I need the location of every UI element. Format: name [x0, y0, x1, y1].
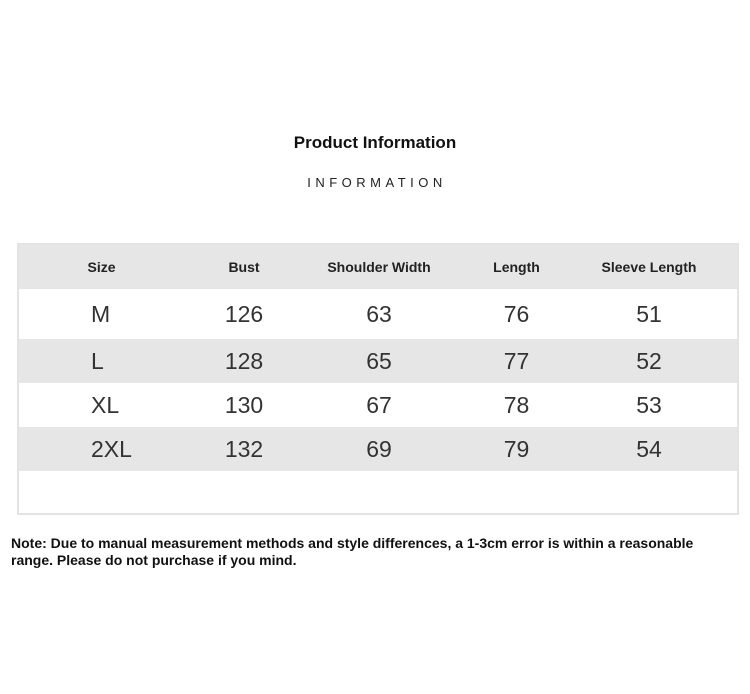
table-header-row — [19, 245, 737, 289]
header-bust: Bust — [228, 259, 260, 275]
cell-size: 2XL — [91, 435, 132, 462]
cell-bust: 130 — [224, 391, 264, 418]
cell-bust: 126 — [224, 300, 264, 327]
cell-sleeve-length: 51 — [636, 300, 662, 327]
cell-size: XL — [91, 391, 120, 418]
measurement-note: Note: Due to manual measurement methods and style differences, a 1-3cm error is within a reasonable range. Please do not purchase if you mind. — [11, 535, 694, 568]
header-sleeve-length: Sleeve Length — [601, 259, 697, 275]
table-row — [19, 339, 737, 383]
cell-shoulder-width: 63 — [366, 300, 392, 327]
cell-shoulder-width: 67 — [366, 391, 392, 418]
cell-bust: 132 — [224, 435, 264, 462]
header-shoulder-width: Shoulder Width — [327, 259, 431, 275]
cell-length: 76 — [503, 300, 530, 327]
cell-length: 79 — [503, 435, 530, 462]
page-subtitle: INFORMATION — [307, 175, 447, 190]
cell-sleeve-length: 54 — [636, 435, 662, 462]
header-length: Length — [493, 259, 540, 275]
size-table — [17, 243, 739, 515]
cell-shoulder-width: 65 — [366, 347, 392, 374]
header-size: Size — [87, 259, 116, 275]
cell-sleeve-length: 52 — [636, 347, 662, 374]
cell-length: 78 — [503, 391, 530, 418]
cell-length: 77 — [503, 347, 530, 374]
table-row — [19, 427, 737, 471]
cell-bust: 128 — [224, 347, 264, 374]
table-row — [19, 383, 737, 427]
page-title: Product Information — [293, 133, 457, 152]
cell-shoulder-width: 69 — [366, 435, 392, 462]
cell-size: L — [91, 347, 104, 374]
cell-size: M — [91, 300, 111, 327]
table-row — [19, 289, 737, 339]
cell-sleeve-length: 53 — [636, 391, 662, 418]
